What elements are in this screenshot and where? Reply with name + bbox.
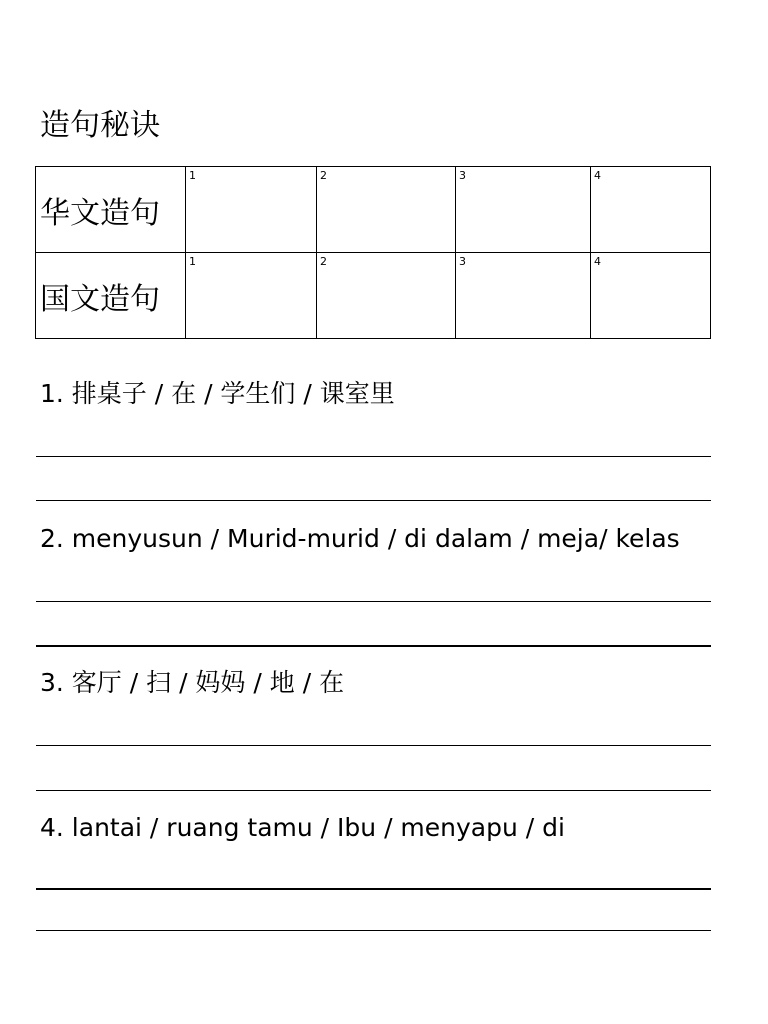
answer-cell[interactable] (456, 253, 591, 339)
answer-line[interactable] (36, 930, 711, 931)
row-label-chinese: 华文造句 (36, 167, 186, 253)
cell-number: 1 (189, 169, 196, 182)
cell-number: 4 (594, 169, 601, 182)
answer-line[interactable] (36, 601, 711, 602)
answer-cell[interactable] (456, 167, 591, 253)
cell-number: 3 (459, 169, 466, 182)
cell-number: 4 (594, 255, 601, 268)
cell-number: 2 (320, 255, 327, 268)
answer-line[interactable] (36, 456, 711, 457)
answer-line[interactable] (36, 645, 711, 647)
row-label-malay: 国文造句 (36, 253, 186, 339)
answer-cell[interactable] (317, 253, 456, 339)
answer-cell[interactable] (591, 167, 711, 253)
cell-number: 3 (459, 255, 466, 268)
answer-line[interactable] (36, 745, 711, 746)
answer-cell[interactable] (591, 253, 711, 339)
question-1: 1. 排桌子 / 在 / 学生们 / 课室里 (40, 379, 395, 408)
answer-cell[interactable] (317, 167, 456, 253)
table-row-chinese (36, 167, 711, 253)
cell-number: 2 (320, 169, 327, 182)
answer-line[interactable] (36, 500, 711, 501)
answer-cell[interactable] (186, 253, 317, 339)
question-3: 3. 客厅 / 扫 / 妈妈 / 地 / 在 (40, 668, 345, 697)
table-row-malay (36, 253, 711, 339)
answer-line[interactable] (36, 790, 711, 791)
answer-line[interactable] (36, 888, 711, 890)
worksheet-title: 造句秘诀 (40, 108, 160, 143)
cell-number: 1 (189, 255, 196, 268)
question-2: 2. menyusun / Murid-murid / di dalam / meja/ kelas (40, 524, 680, 553)
sentence-order-table (35, 166, 711, 339)
question-4: 4. lantai / ruang tamu / Ibu / menyapu / di (40, 813, 565, 842)
answer-cell[interactable] (186, 167, 317, 253)
